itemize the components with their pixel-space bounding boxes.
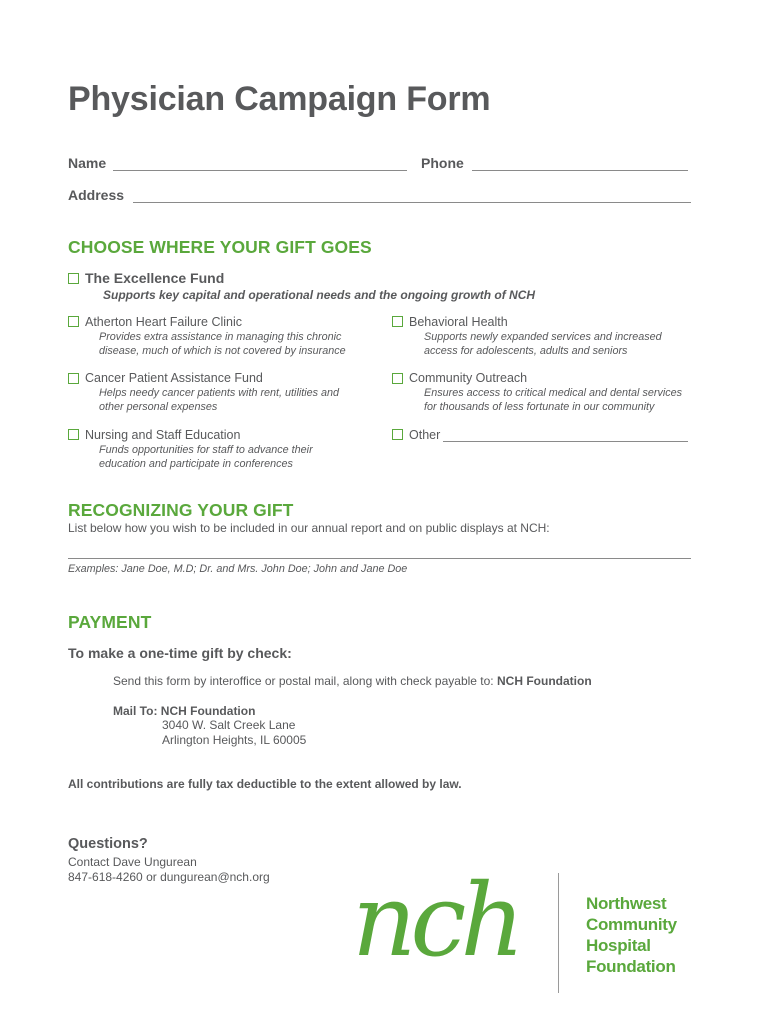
behavioral-desc-2: access for adolescents, adults and seniors <box>424 345 628 357</box>
name-label: Name <box>68 155 107 171</box>
outreach-desc-1: Ensures access to critical medical and dental services <box>424 387 683 399</box>
excellence-fund-label: The Excellence Fund <box>85 270 225 286</box>
nursing-desc-2: education and participate in conferences <box>99 458 293 470</box>
payee-name: NCH Foundation <box>497 674 592 688</box>
recognition-examples: Examples: Jane Doe, M.D; Dr. and Mrs. John Doe; John and Jane Doe <box>68 563 408 575</box>
other-label: Other <box>409 428 441 442</box>
name-field[interactable] <box>113 170 407 171</box>
choose-heading: CHOOSE WHERE YOUR GIFT GOES <box>68 237 372 257</box>
foundation-logo-name <box>586 893 677 977</box>
other-field[interactable] <box>443 441 688 442</box>
logo-divider <box>558 873 559 993</box>
recognition-instructions: List below how you wish to be included in our annual report and on public displays at NCH: <box>68 521 550 535</box>
phone-label: Phone <box>421 155 464 171</box>
contact-details: 847-618-4260 or dungurean@nch.org <box>68 870 270 884</box>
contact-name: Contact Dave Ungurean <box>68 855 197 869</box>
send-text: Send this form by interoffice or postal mail, along with check payable to: <box>113 674 494 688</box>
outreach-desc-2: for thousands of less fortunate in our community <box>424 401 655 413</box>
logo-line-3: Hospital <box>586 936 651 955</box>
excellence-fund-checkbox[interactable] <box>68 273 79 284</box>
payment-heading: PAYMENT <box>68 612 152 632</box>
mail-address-line-1: 3040 W. Salt Creek Lane <box>162 718 296 732</box>
nch-logo-mark: nch <box>352 862 519 979</box>
questions-heading: Questions? <box>68 836 148 852</box>
atherton-checkbox[interactable] <box>68 316 79 327</box>
cancer-fund-label: Cancer Patient Assistance Fund <box>85 371 263 385</box>
logo-line-4: Foundation <box>586 957 676 976</box>
page-title: Physician Campaign Form <box>68 80 491 118</box>
phone-field[interactable] <box>472 170 688 171</box>
behavioral-label: Behavioral Health <box>409 315 508 329</box>
cancer-fund-desc-2: other personal expenses <box>99 401 218 413</box>
excellence-fund-desc: Supports key capital and operational needs and the ongoing growth of NCH <box>103 288 536 302</box>
outreach-label: Community Outreach <box>409 371 528 385</box>
nursing-checkbox[interactable] <box>68 429 79 440</box>
atherton-desc-2: disease, much of which is not covered by insurance <box>99 345 346 357</box>
cancer-fund-checkbox[interactable] <box>68 373 79 384</box>
logo-line-2: Community <box>586 915 677 934</box>
payment-subheading: To make a one-time gift by check: <box>68 645 292 661</box>
other-checkbox[interactable] <box>392 429 403 440</box>
behavioral-desc-1: Supports newly expanded services and increased <box>424 331 662 343</box>
mail-to-name: NCH Foundation <box>160 704 256 718</box>
mail-to-label <box>113 704 255 718</box>
send-instructions <box>113 674 592 688</box>
nursing-label: Nursing and Staff Education <box>85 428 241 442</box>
address-label: Address <box>68 187 125 203</box>
mail-to-text: Mail To: <box>113 704 158 718</box>
nursing-desc-1: Funds opportunities for staff to advance their <box>99 444 313 456</box>
logo-line-1: Northwest <box>586 894 667 913</box>
outreach-checkbox[interactable] <box>392 373 403 384</box>
atherton-label: Atherton Heart Failure Clinic <box>85 315 243 329</box>
recognizing-heading: RECOGNIZING YOUR GIFT <box>68 500 294 520</box>
mail-address-line-2: Arlington Heights, IL 60005 <box>162 733 307 747</box>
address-field[interactable] <box>133 202 691 203</box>
recognition-name-field[interactable] <box>68 558 691 559</box>
atherton-desc-1: Provides extra assistance in managing this chronic <box>99 331 342 343</box>
behavioral-checkbox[interactable] <box>392 316 403 327</box>
tax-deductible-note: All contributions are fully tax deductible to the extent allowed by law. <box>68 777 462 791</box>
cancer-fund-desc-1: Helps needy cancer patients with rent, utilities and <box>99 387 340 399</box>
